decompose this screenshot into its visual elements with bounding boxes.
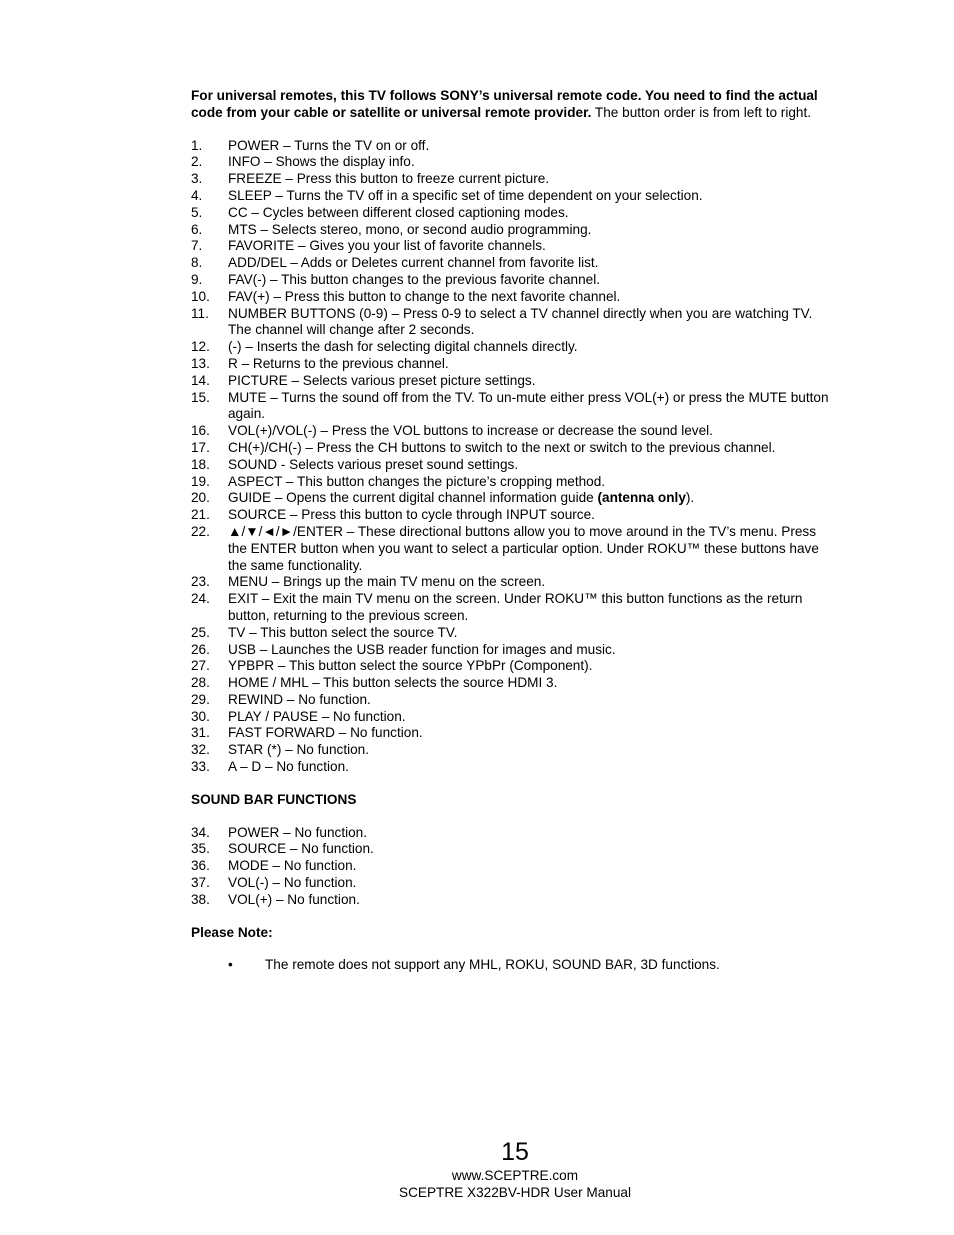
list-item bbox=[191, 373, 836, 390]
list-item bbox=[191, 507, 836, 524]
list-item-text: MUTE – Turns the sound off from the TV. To un-mute either press VOL(+) or press the MUTE button again. bbox=[228, 389, 829, 422]
list-item-number: 36. bbox=[191, 858, 210, 874]
list-item-number: 13. bbox=[191, 355, 210, 371]
list-item-text: VOL(-) – No function. bbox=[228, 875, 357, 891]
list-item-number: 15. bbox=[191, 389, 210, 405]
list-item-text: REWIND – No function. bbox=[228, 691, 371, 707]
button-function-list bbox=[191, 138, 836, 776]
list-item bbox=[191, 825, 836, 842]
list-item bbox=[191, 875, 836, 892]
list-item bbox=[191, 474, 836, 491]
list-item-text: SOURCE – No function. bbox=[228, 841, 374, 857]
list-item-number: 27. bbox=[191, 658, 210, 674]
list-item bbox=[191, 625, 836, 642]
list-item-number: 19. bbox=[191, 473, 210, 489]
list-item-text: NUMBER BUTTONS (0-9) – Press 0-9 to select a TV channel directly when you are watching TV. The channel will change after 2 seconds. bbox=[228, 305, 813, 338]
list-item bbox=[191, 339, 836, 356]
list-item bbox=[191, 238, 836, 255]
list-item-text: FAV(+) – Press this button to change to the next favorite channel. bbox=[228, 288, 621, 304]
list-item-text: R – Returns to the previous channel. bbox=[228, 355, 449, 371]
list-item-number: 24. bbox=[191, 591, 210, 607]
list-item-number: 23. bbox=[191, 574, 210, 590]
list-item-text: POWER – No function. bbox=[228, 824, 368, 840]
list-item bbox=[191, 390, 836, 424]
list-item-text: VOL(+) – No function. bbox=[228, 891, 360, 907]
list-item-number: 10. bbox=[191, 288, 210, 304]
list-item-number: 9. bbox=[191, 271, 203, 287]
list-item-number: 33. bbox=[191, 759, 210, 775]
list-item-number: 8. bbox=[191, 255, 203, 271]
intro-paragraph bbox=[191, 88, 836, 122]
list-item-number: 34. bbox=[191, 824, 210, 840]
list-item-text: EXIT – Exit the main TV menu on the screen. Under ROKU™ this button functions as the return button, returning to the previous screen. bbox=[228, 591, 803, 623]
list-item-number: 2. bbox=[191, 154, 203, 170]
list-item bbox=[191, 642, 836, 659]
list-item bbox=[191, 154, 836, 171]
list-item bbox=[191, 222, 836, 239]
note-item bbox=[191, 957, 836, 974]
list-item bbox=[191, 205, 836, 222]
list-item bbox=[191, 188, 836, 205]
list-item bbox=[191, 171, 836, 188]
list-item-text: SOUND - Selects various preset sound settings. bbox=[228, 456, 519, 472]
list-item bbox=[191, 858, 836, 875]
list-item-number: 28. bbox=[191, 675, 210, 691]
list-item-trailing-text: ). bbox=[685, 490, 695, 506]
list-item-number: 20. bbox=[191, 490, 210, 506]
list-item-text: ▲/▼/◄/►/ENTER – These directional buttons allow you to move around in the TV’s menu. Press the ENTER button when you want to select a particular option. Under ROKU™ these buttons have the same functionality. bbox=[228, 523, 819, 573]
list-item-text: FAVORITE – Gives you your list of favorite channels. bbox=[228, 238, 546, 254]
page-number: 15 bbox=[501, 1138, 529, 1166]
sound-bar-function-list bbox=[191, 825, 836, 909]
list-item bbox=[191, 356, 836, 373]
list-item-number: 38. bbox=[191, 891, 210, 907]
note-text: The remote does not support any MHL, ROKU, SOUND BAR, 3D functions. bbox=[265, 957, 720, 973]
intro-normal-text: The button order is from left to right. bbox=[591, 104, 812, 120]
list-item-text: YPBPR – This button select the source YPbPr (Component). bbox=[228, 658, 593, 674]
list-item-number: 16. bbox=[191, 423, 210, 439]
list-item bbox=[191, 490, 836, 507]
list-item-text: STAR (*) – No function. bbox=[228, 742, 370, 758]
note-title: Please Note: bbox=[191, 924, 273, 940]
list-item bbox=[191, 841, 836, 858]
list-item-text: TV – This button select the source TV. bbox=[228, 624, 458, 640]
list-item-text: CH(+)/CH(-) – Press the CH buttons to switch to the next or switch to the previous channel. bbox=[228, 439, 776, 455]
list-item-text: MTS – Selects stereo, mono, or second audio programming. bbox=[228, 221, 592, 237]
website-text: www.SCEPTRE.com bbox=[451, 1168, 579, 1183]
list-item-number: 21. bbox=[191, 507, 210, 523]
list-item bbox=[191, 440, 836, 457]
list-item-text: CC – Cycles between different closed captioning modes. bbox=[228, 204, 569, 220]
list-item-text: GUIDE – Opens the current digital channel information guide bbox=[228, 490, 598, 506]
list-item-number: 22. bbox=[191, 523, 210, 539]
list-item bbox=[191, 725, 836, 742]
list-item bbox=[191, 457, 836, 474]
list-item-text: PICTURE – Selects various preset picture settings. bbox=[228, 372, 536, 388]
list-item-number: 35. bbox=[191, 841, 210, 857]
list-item bbox=[191, 574, 836, 591]
list-item-number: 14. bbox=[191, 372, 210, 388]
list-item bbox=[191, 255, 836, 272]
list-item-number: 12. bbox=[191, 339, 210, 355]
list-item-number: 6. bbox=[191, 221, 203, 237]
intro-bold-text: For universal remotes, this TV follows SONY’s universal remote code. You need to find the actual code from your cable or satellite or universal remote provider. bbox=[191, 88, 818, 120]
list-item-text: (-) – Inserts the dash for selecting digital channels directly. bbox=[228, 339, 578, 355]
list-item-number: 32. bbox=[191, 742, 210, 758]
list-item-number: 3. bbox=[191, 171, 203, 187]
list-item-number: 7. bbox=[191, 238, 203, 254]
list-item-number: 30. bbox=[191, 708, 210, 724]
list-item bbox=[191, 892, 836, 909]
list-item bbox=[191, 709, 836, 726]
list-item-text: MODE – No function. bbox=[228, 858, 357, 874]
list-item-text: ADD/DEL – Adds or Deletes current channel from favorite list. bbox=[228, 255, 599, 271]
list-item-bold-text: (antenna only bbox=[597, 490, 686, 506]
list-item-number: 25. bbox=[191, 624, 210, 640]
list-item-number: 1. bbox=[191, 137, 203, 153]
bullet-icon: • bbox=[228, 957, 233, 973]
list-item-text: SLEEP – Turns the TV off in a specific set of time dependent on your selection. bbox=[228, 187, 703, 203]
list-item bbox=[191, 289, 836, 306]
list-item-number: 29. bbox=[191, 691, 210, 707]
list-item-text: FREEZE – Press this button to freeze current picture. bbox=[228, 171, 550, 187]
list-item-number: 26. bbox=[191, 641, 210, 657]
list-item bbox=[191, 524, 836, 574]
sound-bar-section-title: SOUND BAR FUNCTIONS bbox=[191, 791, 357, 807]
list-item bbox=[191, 692, 836, 709]
manual-title: SCEPTRE X322BV-HDR User Manual bbox=[399, 1185, 631, 1200]
page-footer bbox=[0, 1138, 954, 1201]
list-item-text: ASPECT – This button changes the picture’s cropping method. bbox=[228, 473, 606, 489]
list-item bbox=[191, 675, 836, 692]
list-item bbox=[191, 591, 836, 625]
manual-page-content bbox=[191, 88, 836, 974]
note-list bbox=[191, 957, 836, 974]
list-item-text: HOME / MHL – This button selects the source HDMI 3. bbox=[228, 675, 558, 691]
list-item-number: 31. bbox=[191, 725, 210, 741]
list-item-text: FAST FORWARD – No function. bbox=[228, 725, 423, 741]
list-item bbox=[191, 658, 836, 675]
list-item-number: 11. bbox=[191, 305, 209, 321]
list-item-number: 17. bbox=[191, 439, 210, 455]
list-item-text: POWER – Turns the TV on or off. bbox=[228, 137, 430, 153]
list-item-text: PLAY / PAUSE – No function. bbox=[228, 708, 406, 724]
list-item bbox=[191, 742, 836, 759]
list-item-number: 18. bbox=[191, 456, 210, 472]
list-item bbox=[191, 759, 836, 776]
list-item-number: 5. bbox=[191, 204, 203, 220]
list-item-text: MENU – Brings up the main TV menu on the screen. bbox=[228, 574, 546, 590]
list-item bbox=[191, 306, 836, 340]
list-item-text: USB – Launches the USB reader function for images and music. bbox=[228, 641, 616, 657]
list-item-text: VOL(+)/VOL(-) – Press the VOL buttons to increase or decrease the sound level. bbox=[228, 423, 713, 439]
list-item-text: INFO – Shows the display info. bbox=[228, 154, 415, 170]
list-item bbox=[191, 423, 836, 440]
list-item-text: A – D – No function. bbox=[228, 759, 349, 775]
list-item-number: 37. bbox=[191, 875, 210, 891]
list-item-text: FAV(-) – This button changes to the previous favorite channel. bbox=[228, 271, 601, 287]
list-item-text: SOURCE – Press this button to cycle through INPUT source. bbox=[228, 507, 595, 523]
list-item-number: 4. bbox=[191, 187, 203, 203]
list-item bbox=[191, 272, 836, 289]
list-item bbox=[191, 138, 836, 155]
